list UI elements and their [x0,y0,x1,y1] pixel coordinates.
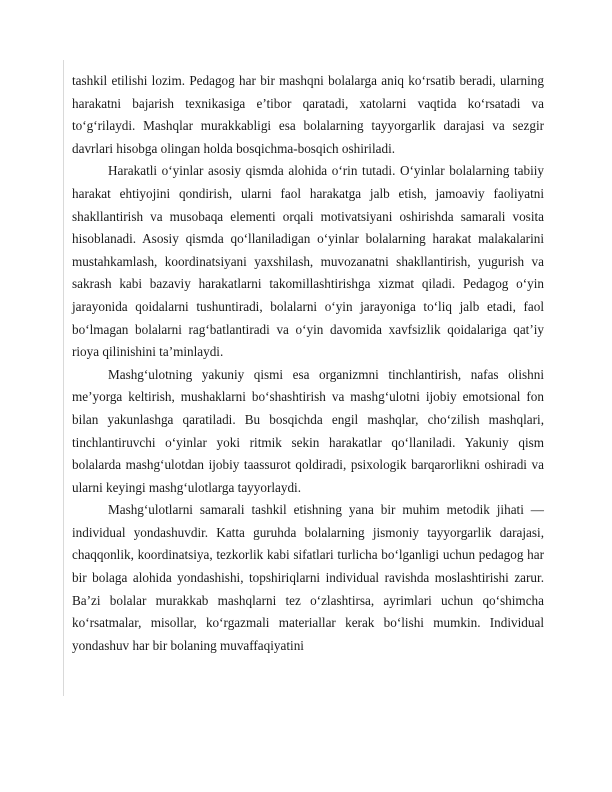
paragraph-3: Mashg‘ulotning yakuniy qismi esa organizmni tinchlantirish, nafas olishni me’yorga keltirish, mushaklarni bo‘shashtirish va mashg‘ulotni ijobiy emotsional fon bilan yakunlashga qaratiladi. Bu bosqichda engil mashqlar, cho‘zilish mashqlari, tinchlantiruvchi o‘yinlar yoki ritmik sekin harakatlar qo‘llaniladi. Yakuniy qism bolalarda mashg‘ulotdan ijobiy taassurot qoldiradi, psixologik barqarorlikni oshiradi va ularni keyingi mashg‘ulotlarga tayyorlaydi. [72,366,544,495]
margin-rule [63,60,64,696]
paragraph-1: tashkil etilishi lozim. Pedagog har bir mashqni bolalarga aniq ko‘rsatib beradi, ularning harakatni bajarish texnikasiga e’tibor qaratadi, xatolarni vaqtida ko‘rsatadi va to‘g‘rilaydi. Mashqlar murakkabligi esa bolalarning tayyorgarlik darajasi va sezgir davrlari hisobga olingan holda bosqichma-bosqich oshiriladi. [72,73,544,156]
paragraph-4: Mashg‘ulotlarni samarali tashkil etishning yana bir muhim metodik jihati — individual yondashuvdir. Katta guruhda bolalarning jismoniy tayyorgarlik darajasi, chaqqonlik, koordinatsiya, tezkorlik kabi sifatlari turlicha bo‘lganligi uchun pedagog har bir bolaga alohida yondashishi, topshiriqlarni individual ravishda moslashtirishi zarur. Ba’zi bolalar murakkab mashqlarni tez o‘zlashtirsa, ayrimlari uchun qo‘shimcha ko‘rsatmalar, misollar, ko‘rgazmali materiallar kerak bo‘lishi mumkin. Individual yondashuv har bir bolaning muvaffaqiyatini [72,502,544,653]
body-text [72,70,544,657]
paragraph-2: Harakatli o‘yinlar asosiy qismda alohida o‘rin tutadi. O‘yinlar bolalarning tabiiy harakat ehtiyojini qondirish, ularni faol harakatga jalb etish, jamoaviy faoliyatni shakllantirish va musobaqa elementi orqali motivatsiyani oshirishda samarali vosita hisoblanadi. Asosiy qismda qo‘llaniladigan o‘yinlar bolalarning harakat malakalarini mustahkamlash, koordinatsiyani yaxshilash, muvozanatni shakllantirish, yugurish va sakrash kabi bazaviy harakatlarni takomillashtirishga xizmat qiladi. Pedagog o‘yin jarayonida qoidalarni tushuntiradi, bolalarni o‘yin jarayoniga to‘liq jalb etadi, faol bo‘lmagan bolalarni rag‘batlantiradi va o‘yin davomida xavfsizlik qoidalariga qat’iy rioya qilinishini ta’minlaydi. [72,163,544,360]
